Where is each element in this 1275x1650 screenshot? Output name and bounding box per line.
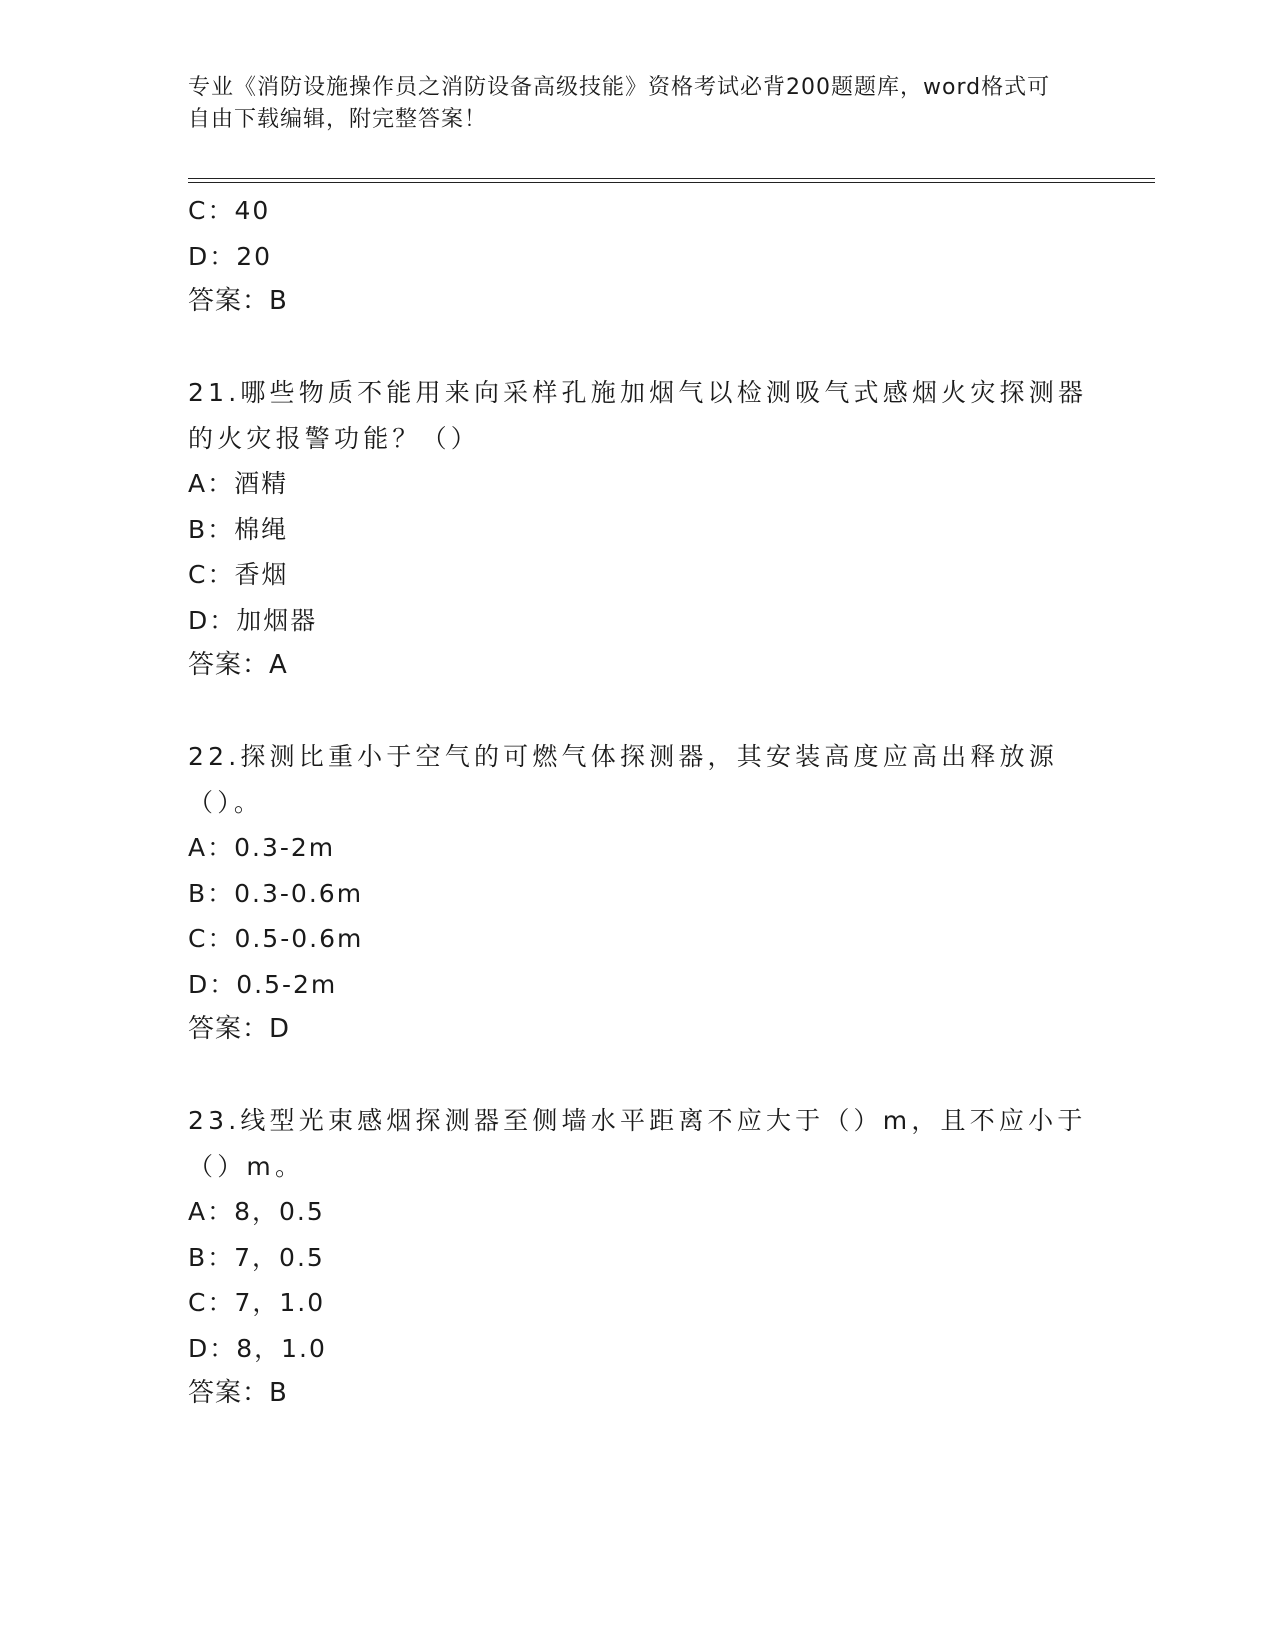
question-text: 21.哪些物质不能用来向采样孔施加烟气以检测吸气式感烟火灾探测器的火灾报警功能？（） bbox=[188, 378, 1088, 453]
option-a: A：8，0.5 bbox=[188, 1197, 325, 1226]
option-a: A：0.3-2m bbox=[188, 833, 336, 862]
option-d: D：20 bbox=[188, 241, 273, 271]
option-c: C：0.5-0.6m bbox=[188, 924, 364, 953]
option-d: D：8，1.0 bbox=[188, 1333, 327, 1363]
answer: 答案：B bbox=[188, 1378, 288, 1408]
option-d: D：加烟器 bbox=[188, 605, 318, 635]
question-22 bbox=[188, 734, 1088, 1053]
option-c: C：香烟 bbox=[188, 560, 289, 589]
answer: 答案：A bbox=[188, 650, 288, 680]
answer: 答案：D bbox=[188, 1014, 291, 1044]
question-23 bbox=[188, 1098, 1088, 1417]
option-b: B：7，0.5 bbox=[188, 1242, 325, 1272]
question-text: 23.线型光束感烟探测器至侧墙水平距离不应大于（）m，且不应小于（）m。 bbox=[188, 1106, 1087, 1181]
option-c: C：7，1.0 bbox=[188, 1288, 326, 1317]
spacer bbox=[188, 1053, 1088, 1099]
option-a: A：酒精 bbox=[188, 469, 289, 498]
option-d: D：0.5-2m bbox=[188, 969, 338, 999]
option-b: B：棉绳 bbox=[188, 514, 289, 544]
spacer bbox=[188, 325, 1088, 371]
header-divider bbox=[188, 178, 1155, 183]
option-b: B：0.3-0.6m bbox=[188, 878, 364, 908]
question-21 bbox=[188, 370, 1088, 689]
spacer bbox=[188, 689, 1088, 735]
option-c: C：40 bbox=[188, 196, 271, 225]
page-header: 专业《消防设施操作员之消防设备高级技能》资格考试必背200题题库，word格式可自由下载编辑，附完整答案！ bbox=[188, 75, 1051, 132]
question-text: 22.探测比重小于空气的可燃气体探测器，其安装高度应高出释放源（）。 bbox=[188, 742, 1058, 817]
question-list bbox=[188, 188, 1088, 1417]
question-continued bbox=[188, 188, 1088, 325]
answer: 答案：B bbox=[188, 286, 288, 316]
